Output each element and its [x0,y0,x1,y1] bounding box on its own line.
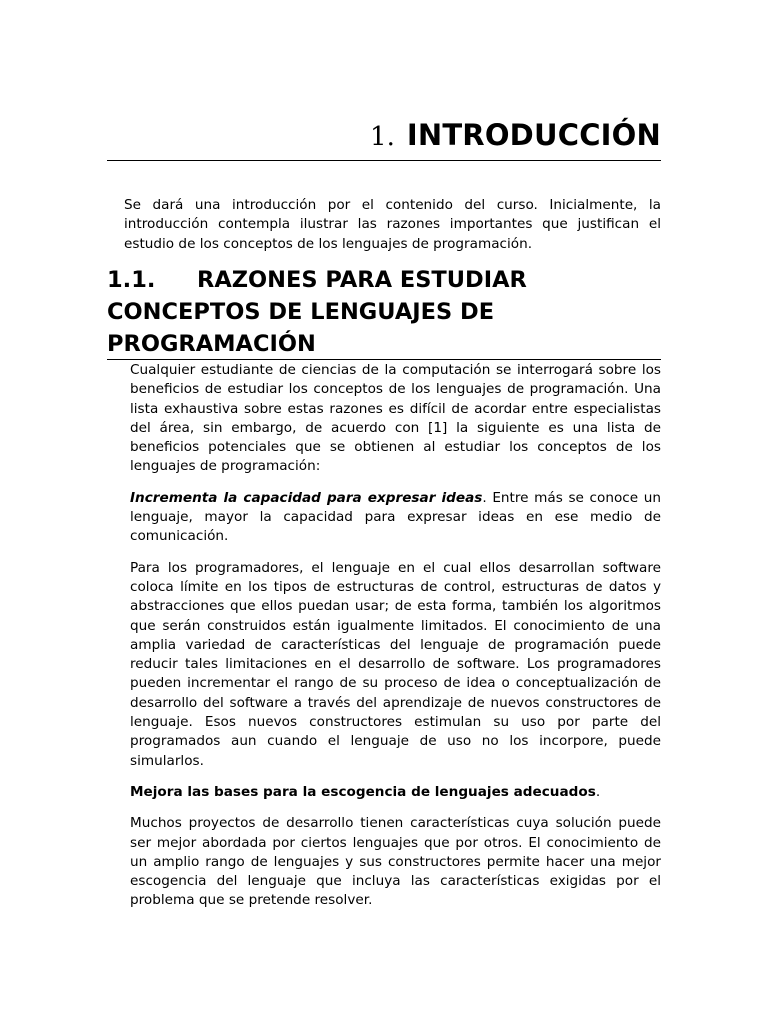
body-paragraph-2: Para los programadores, el lenguaje en el cual ellos desarrollan software coloca límite en los tipos de estructuras de control, estructuras de datos y abstracciones que ellos puedan usar; de esta forma, también los algoritmos que serán construidos están igualmente limitados. El conocimiento de una amplia variedad de características del lenguaje de programación puede reducir tales limitaciones en el desarrollo de software. Los programadores pueden incrementar el rango de su proceso de idea o conceptualización de desarrollo del software a través del aprendizaje de nuevos constructores de lenguaje. Esos nuevos constructores estimulan su uso por parte del programados aun cuando el lenguaje de uso no los incorpore, puede simularlos. [130,559,661,769]
section-number: 1.1. [107,267,156,293]
intro-paragraph: Se dará una introducción por el contenido del curso. Inicialmente, la introducción contempla ilustrar las razones importantes que justifican el estudio de los conceptos de los lenguajes de programación. [124,197,661,252]
chapter-divider [107,160,661,161]
chapter-title: INTRODUCCIÓN [406,118,661,152]
point-1-paragraph [130,489,661,547]
chapter-number: 1. [370,122,395,152]
section-body [130,361,661,923]
section-divider [107,359,661,360]
point-2-paragraph [130,783,661,802]
section-title: RAZONES PARA ESTUDIAR CONCEPTOS DE LENGUAJES DE PROGRAMACIÓN [107,267,527,357]
point-1-lead: Incrementa la capacidad para expresar ideas [130,489,483,506]
body-paragraph-1: Cualquier estudiante de ciencias de la computación se interrogará sobre los beneficios de estudiar los conceptos de los lenguajes de programación. Una lista exhaustiva sobre estas razones es difícil de acordar entre especialistas del área, sin embargo, de acuerdo con [1] la siguiente es una lista de beneficios potenciales que se obtienen al estudiar los conceptos de los lenguajes de programación: [130,362,661,475]
point-1-rest: . Entre más se conoce un lenguaje, mayor la capacidad para expresar ideas en ese medio de comunicación. [130,489,661,545]
body-paragraph-3: Muchos proyectos de desarrollo tienen características cuya solución puede ser mejor abordada por ciertos lenguajes que por otros. El conocimiento de un amplio rango de lenguajes y sus constructores permite hacer una mejor escogencia del lenguaje que incluya las características exigidas por el problema que se pretende resolver. [130,815,661,909]
point-2-rest: . [595,783,601,800]
section-heading [107,264,577,360]
point-2-lead: Mejora las bases para la escogencia de lenguajes adecuados [130,783,596,800]
chapter-heading [107,118,661,152]
